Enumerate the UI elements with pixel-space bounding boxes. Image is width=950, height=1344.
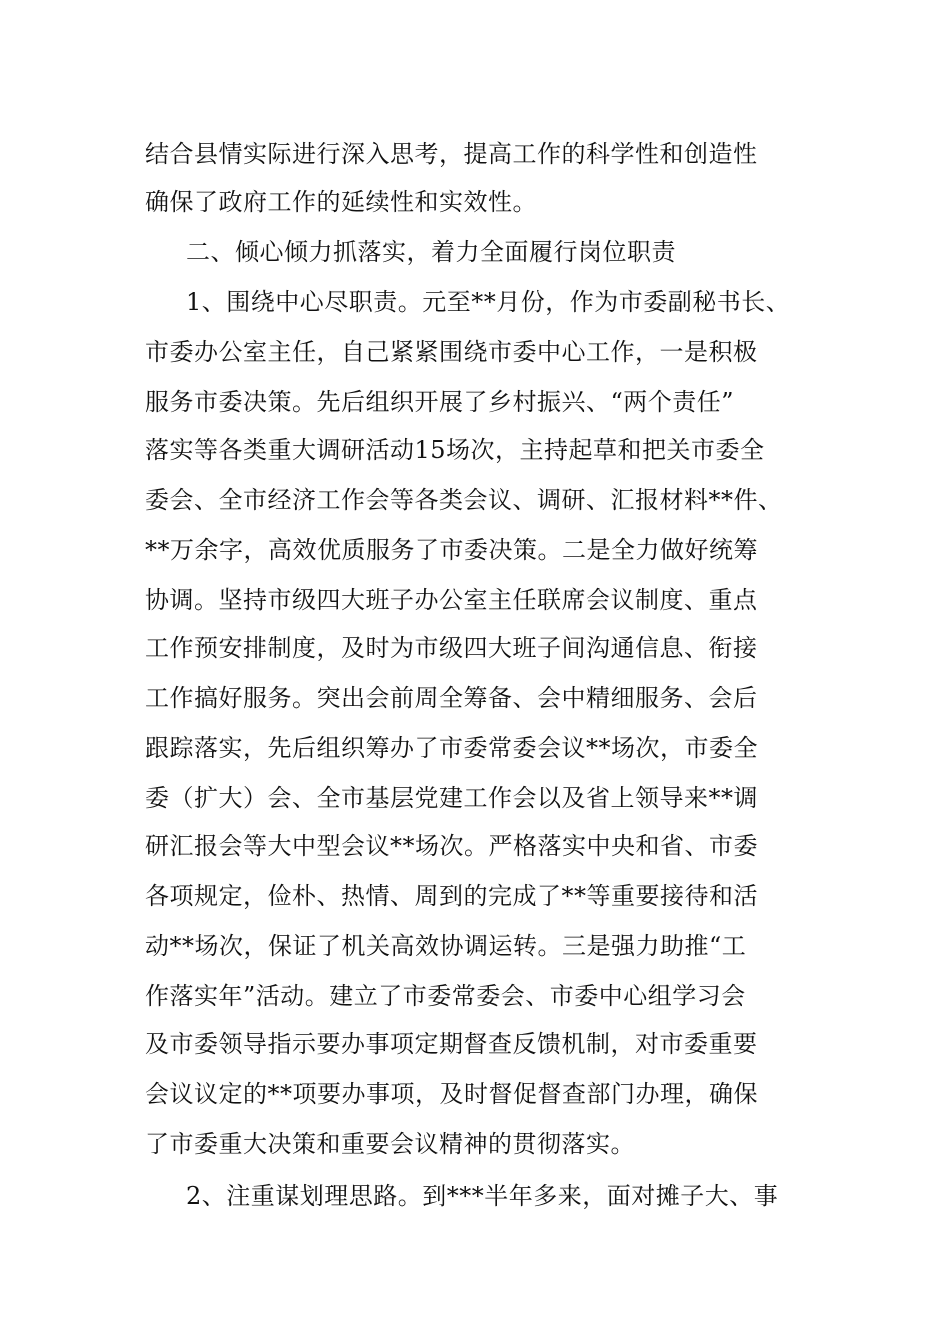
text-line-15: 研汇报会等大中型会议**场次。严格落实中央和省、市委	[145, 832, 758, 860]
paragraph-1-start: 1、围绕中心尽职责。元至**月份，作为市委副秘书长、	[186, 288, 791, 316]
text-line-12: 工作搞好服务。突出会前周全筹备、会中精细服务、会后	[145, 684, 758, 712]
paragraph-2-start: 2、注重谋划理思路。到***半年多来，面对摊子大、事	[186, 1182, 779, 1210]
text-line-7: 落实等各类重大调研活动15场次，主持起草和把关市委全	[145, 436, 765, 464]
text-line-16: 各项规定，俭朴、热情、周到的完成了**等重要接待和活	[145, 882, 758, 910]
section-heading-2: 二、倾心倾力抓落实，着力全面履行岗位职责	[186, 238, 676, 266]
text-line-17: 动**场次，保证了机关高效协调运转。三是强力助推“工	[145, 932, 747, 960]
text-line-13: 跟踪落实，先后组织筹办了市委常委会议**场次，市委全	[145, 734, 758, 762]
text-line-6: 服务市委决策。先后组织开展了乡村振兴、“两个责任”	[145, 388, 735, 416]
text-line-19: 及市委领导指示要办事项定期督查反馈机制，对市委重要	[145, 1030, 758, 1058]
text-line-14: 委（扩大）会、全市基层党建工作会以及省上领导来**调	[145, 784, 758, 812]
text-line-8: 委会、全市经济工作会等各类会议、调研、汇报材料**件、	[145, 486, 783, 514]
text-line-20: 会议议定的**项要办事项，及时督促督查部门办理，确保	[145, 1080, 758, 1108]
text-line-10: 协调。坚持市级四大班子办公室主任联席会议制度、重点	[145, 586, 758, 614]
text-line-11: 工作预安排制度，及时为市级四大班子间沟通信息、衔接	[145, 634, 758, 662]
text-line-2: 确保了政府工作的延续性和实效性。	[145, 188, 537, 216]
text-line-9: **万余字，高效优质服务了市委决策。二是全力做好统筹	[145, 536, 758, 564]
text-line-21: 了市委重大决策和重要会议精神的贯彻落实。	[145, 1130, 635, 1158]
text-line-1: 结合县情实际进行深入思考，提高工作的科学性和创造性	[145, 140, 758, 168]
text-line-5: 市委办公室主任，自己紧紧围绕市委中心工作，一是积极	[145, 338, 758, 366]
text-line-18: 作落实年”活动。建立了市委常委会、市委中心组学习会	[145, 982, 746, 1010]
